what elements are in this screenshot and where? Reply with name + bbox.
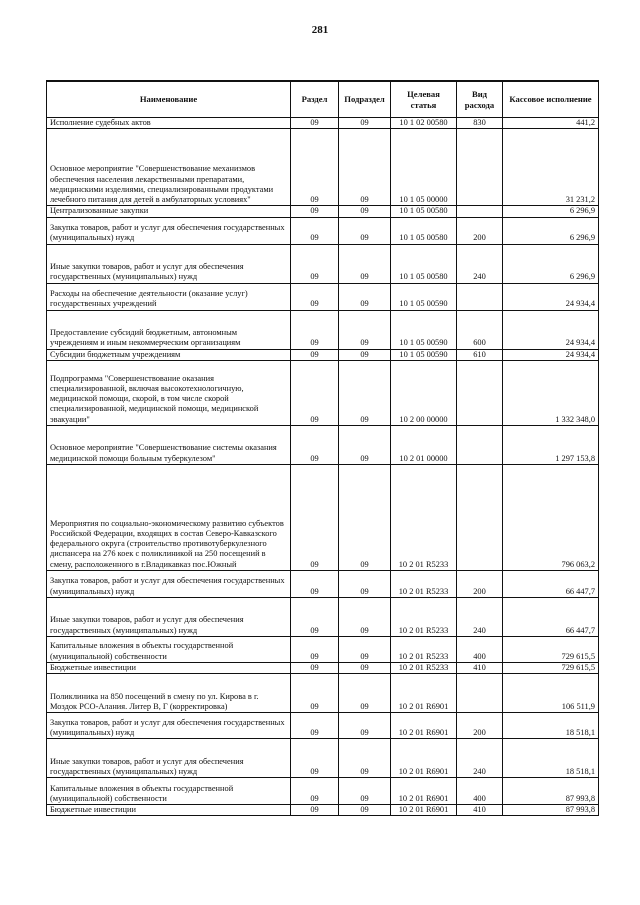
row-name: Бюджетные инвестиции: [47, 662, 291, 673]
row-statya: 10 1 02 00580: [391, 118, 457, 129]
row-podrazdel: 09: [339, 739, 391, 778]
row-podrazdel: 09: [339, 360, 391, 425]
row-name: Капитальные вложения в объекты государственной (муниципальной) собственности: [47, 636, 291, 662]
table-row: [47, 805, 599, 816]
row-podrazdel: 09: [339, 425, 391, 464]
row-podrazdel: 09: [339, 805, 391, 816]
row-name: Субсидии бюджетным учреждениям: [47, 349, 291, 360]
row-name: Основное мероприятие "Совершенствование механизмов обеспечения населения лекарственными препаратами, медицинскими изделиями, специализированными продуктами лечебного питания для детей в амбулаторных условиях": [47, 129, 291, 206]
row-vid: 200: [457, 217, 503, 244]
row-statya: 10 1 05 00000: [391, 129, 457, 206]
row-summa: 24 934,4: [503, 283, 599, 310]
column-header-summa: Кассовое исполнение: [503, 81, 599, 118]
table-row: [47, 244, 599, 283]
row-vid: 240: [457, 739, 503, 778]
table-row: [47, 464, 599, 570]
row-vid: [457, 674, 503, 713]
row-razdel: 09: [291, 636, 339, 662]
row-name: Предоставление субсидий бюджетным, автономным учреждениям и иным некоммерческим организациям: [47, 310, 291, 349]
row-summa: 6 296,9: [503, 206, 599, 217]
row-podrazdel: 09: [339, 349, 391, 360]
row-name: Закупка товаров, работ и услуг для обеспечения государственных (муниципальных) нужд: [47, 570, 291, 597]
row-podrazdel: 09: [339, 310, 391, 349]
table-row: [47, 360, 599, 425]
row-name: Расходы на обеспечение деятельности (оказание услуг) государственных учреждений: [47, 283, 291, 310]
row-razdel: 09: [291, 244, 339, 283]
row-name: Поликлиника на 850 посещений в смену по ул. Кирова в г. Моздок РСО-Алания. Литер В, Г (корректировка): [47, 674, 291, 713]
row-razdel: 09: [291, 778, 339, 805]
row-vid: 410: [457, 805, 503, 816]
table-row: [47, 349, 599, 360]
row-razdel: 09: [291, 464, 339, 570]
row-razdel: 09: [291, 206, 339, 217]
row-vid: [457, 283, 503, 310]
row-statya: 10 1 05 00580: [391, 206, 457, 217]
table-row: [47, 425, 599, 464]
column-header-razdel: Раздел: [291, 81, 339, 118]
table-row: [47, 597, 599, 636]
page-number: 281: [311, 24, 329, 36]
row-statya: 10 2 01 R5233: [391, 662, 457, 673]
row-statya: 10 1 05 00590: [391, 310, 457, 349]
row-razdel: 09: [291, 129, 339, 206]
row-podrazdel: 09: [339, 662, 391, 673]
table-row: [47, 129, 599, 206]
row-summa: 106 511,9: [503, 674, 599, 713]
table-row: [47, 636, 599, 662]
row-vid: [457, 129, 503, 206]
table-row: [47, 674, 599, 713]
row-summa: 18 518,1: [503, 713, 599, 739]
row-summa: 6 296,9: [503, 217, 599, 244]
row-name: Мероприятия по социально-экономическому развитию субъектов Российской Федерации, входящих в состав Северо-Кавказского федерального округа (строительство противотуберкулезного диспансера на 276 коек с поликлиникой на 250 посещений в смену, расположенного в г.Владикавказ пос.Южный: [47, 464, 291, 570]
column-header-statya: Целевая статья: [391, 81, 457, 118]
row-name: Основное мероприятие "Совершенствование системы оказания медицинской помощи больным туберкулезом": [47, 425, 291, 464]
row-statya: 10 1 05 00580: [391, 244, 457, 283]
row-podrazdel: 09: [339, 118, 391, 129]
row-summa: 24 934,4: [503, 310, 599, 349]
row-name: Исполнение судебных актов: [47, 118, 291, 129]
row-razdel: 09: [291, 310, 339, 349]
row-razdel: 09: [291, 739, 339, 778]
table-row: [47, 570, 599, 597]
row-name: Иные закупки товаров, работ и услуг для обеспечения государственных (муниципальных) нужд: [47, 597, 291, 636]
table-row: [47, 713, 599, 739]
row-podrazdel: 09: [339, 570, 391, 597]
row-statya: 10 1 05 00590: [391, 283, 457, 310]
row-razdel: 09: [291, 118, 339, 129]
row-podrazdel: 09: [339, 713, 391, 739]
row-podrazdel: 09: [339, 674, 391, 713]
row-vid: 600: [457, 310, 503, 349]
row-name: Централизованные закупки: [47, 206, 291, 217]
row-statya: 10 2 01 R5233: [391, 464, 457, 570]
row-razdel: 09: [291, 349, 339, 360]
row-name: Иные закупки товаров, работ и услуг для обеспечения государственных (муниципальных) нужд: [47, 739, 291, 778]
row-razdel: 09: [291, 425, 339, 464]
row-summa: 18 518,1: [503, 739, 599, 778]
row-vid: 200: [457, 570, 503, 597]
row-summa: 441,2: [503, 118, 599, 129]
row-statya: 10 2 01 R5233: [391, 597, 457, 636]
row-podrazdel: 09: [339, 464, 391, 570]
row-razdel: 09: [291, 674, 339, 713]
row-summa: 6 296,9: [503, 244, 599, 283]
row-podrazdel: 09: [339, 206, 391, 217]
row-statya: 10 1 05 00590: [391, 349, 457, 360]
row-name: Закупка товаров, работ и услуг для обеспечения государственных (муниципальных) нужд: [47, 713, 291, 739]
row-statya: 10 2 01 R6901: [391, 805, 457, 816]
row-vid: 240: [457, 597, 503, 636]
row-vid: [457, 360, 503, 425]
row-summa: 66 447,7: [503, 570, 599, 597]
row-summa: 729 615,5: [503, 636, 599, 662]
row-vid: 830: [457, 118, 503, 129]
row-name: Бюджетные инвестиции: [47, 805, 291, 816]
column-header-name: Наименование: [47, 81, 291, 118]
table-row: [47, 739, 599, 778]
row-statya: 10 2 01 00000: [391, 425, 457, 464]
row-statya: 10 2 01 R6901: [391, 674, 457, 713]
row-statya: 10 2 01 R5233: [391, 636, 457, 662]
table-row: [47, 778, 599, 805]
row-razdel: 09: [291, 662, 339, 673]
row-razdel: 09: [291, 597, 339, 636]
table-row: [47, 217, 599, 244]
budget-execution-table: [46, 80, 599, 816]
row-summa: 729 615,5: [503, 662, 599, 673]
row-vid: [457, 206, 503, 217]
row-summa: 1 297 153,8: [503, 425, 599, 464]
row-summa: 87 993,8: [503, 778, 599, 805]
row-summa: 66 447,7: [503, 597, 599, 636]
column-header-vid: Вид расхода: [457, 81, 503, 118]
row-podrazdel: 09: [339, 129, 391, 206]
row-podrazdel: 09: [339, 597, 391, 636]
table-row: [47, 118, 599, 129]
table-row: [47, 206, 599, 217]
row-statya: 10 2 01 R6901: [391, 713, 457, 739]
column-header-podrazdel: Подраздел: [339, 81, 391, 118]
row-name: Капитальные вложения в объекты государственной (муниципальной) собственности: [47, 778, 291, 805]
row-podrazdel: 09: [339, 283, 391, 310]
row-razdel: 09: [291, 805, 339, 816]
row-razdel: 09: [291, 713, 339, 739]
row-statya: 10 1 05 00580: [391, 217, 457, 244]
row-razdel: 09: [291, 283, 339, 310]
row-razdel: 09: [291, 360, 339, 425]
table-header-row: [47, 81, 599, 118]
table-row: [47, 283, 599, 310]
row-vid: 410: [457, 662, 503, 673]
row-vid: 200: [457, 713, 503, 739]
row-statya: 10 2 00 00000: [391, 360, 457, 425]
row-razdel: 09: [291, 217, 339, 244]
row-summa: 796 063,2: [503, 464, 599, 570]
row-statya: 10 2 01 R5233: [391, 570, 457, 597]
row-podrazdel: 09: [339, 244, 391, 283]
row-podrazdel: 09: [339, 217, 391, 244]
row-vid: [457, 464, 503, 570]
row-summa: 31 231,2: [503, 129, 599, 206]
row-summa: 1 332 348,0: [503, 360, 599, 425]
row-podrazdel: 09: [339, 778, 391, 805]
row-statya: 10 2 01 R6901: [391, 778, 457, 805]
row-statya: 10 2 01 R6901: [391, 739, 457, 778]
row-name: Подпрограмма "Совершенствование оказания специализированной, включая высокотехнологичную, медицинской помощи, скорой, в том числе скорой специализированной, медицинской помощи, медицинской эвакуации": [47, 360, 291, 425]
row-vid: 240: [457, 244, 503, 283]
table-row: [47, 662, 599, 673]
row-podrazdel: 09: [339, 636, 391, 662]
table-row: [47, 310, 599, 349]
row-vid: 400: [457, 636, 503, 662]
row-vid: 610: [457, 349, 503, 360]
row-razdel: 09: [291, 570, 339, 597]
row-vid: 400: [457, 778, 503, 805]
row-summa: 24 934,4: [503, 349, 599, 360]
row-name: Иные закупки товаров, работ и услуг для обеспечения государственных (муниципальных) нужд: [47, 244, 291, 283]
row-name: Закупка товаров, работ и услуг для обеспечения государственных (муниципальных) нужд: [47, 217, 291, 244]
row-summa: 87 993,8: [503, 805, 599, 816]
row-vid: [457, 425, 503, 464]
